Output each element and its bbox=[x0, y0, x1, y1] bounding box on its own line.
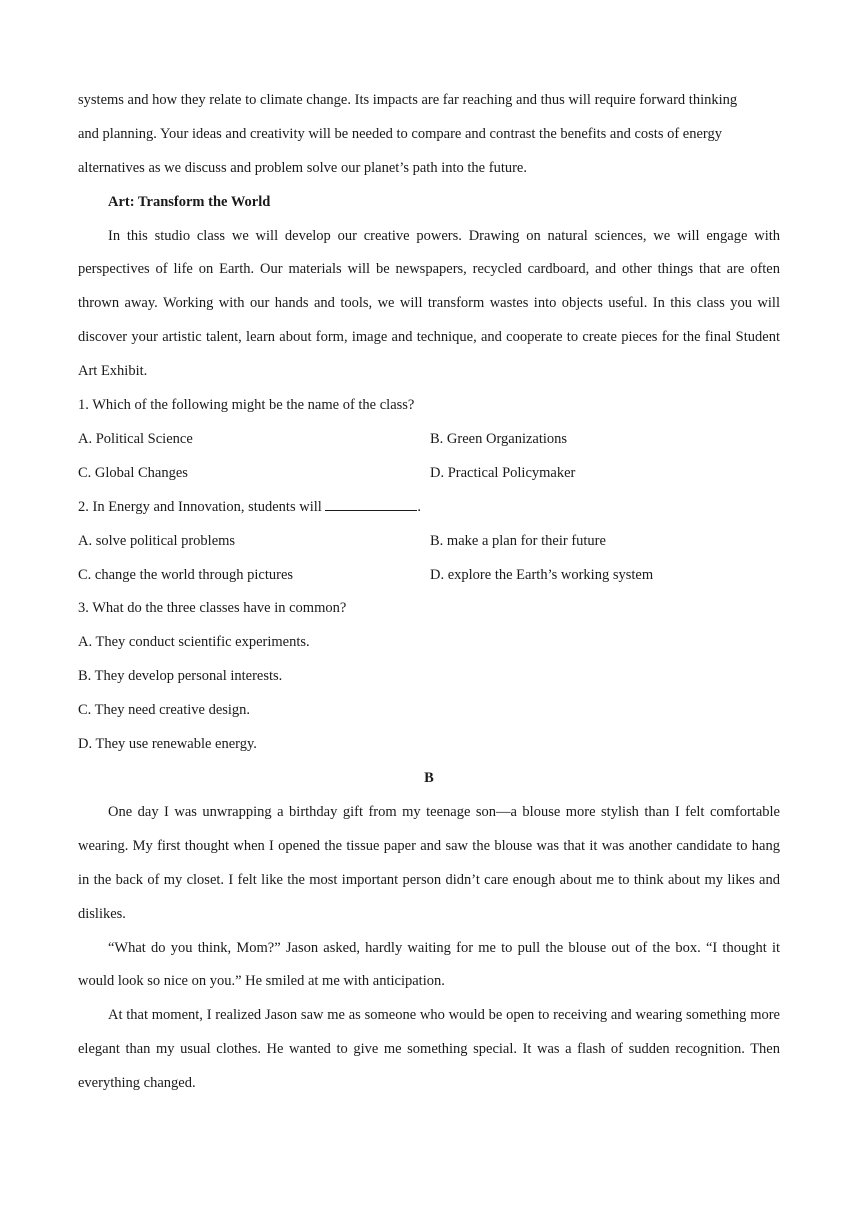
question-stem-after-blank: . bbox=[417, 498, 422, 515]
text-line: and planning. Your ideas and creativity will be needed to compare and contrast the benefits and costs of energy bbox=[78, 125, 722, 142]
text-line: systems and how they relate to climate change. Its impacts are far reaching and thus will require forward thinking bbox=[78, 92, 738, 108]
option-d: D. They use renewable energy. bbox=[78, 736, 257, 753]
option-a: A. solve political problems bbox=[78, 532, 236, 549]
question-3 bbox=[78, 592, 780, 762]
passage-b-paragraph: At that moment, I realized Jason saw me as someone who would be open to receiving and wearing something more elegant than my usual clothes. He wanted to give me something special. It was a flash of sudden recognition. Then everything changed. bbox=[78, 1007, 780, 1092]
question-stem: 3. What do the three classes have in common? bbox=[78, 600, 347, 617]
option-b: B. They develop personal interests. bbox=[78, 668, 283, 685]
question-stem bbox=[78, 491, 780, 525]
art-class-paragraph: In this studio class we will develop our creative powers. Drawing on natural sciences, we will engage with perspectives of life on Earth. Our materials will be newspapers, recycled cardboard, and other things that are often thrown away. Working with our hands and tools, we will transform wastes into objects useful. In this class you will discover your artistic talent, learn about form, image and technique, and cooperate to create pieces for the final Student Art Exhibit. bbox=[78, 227, 780, 380]
option-d: D. explore the Earth’s working system bbox=[430, 566, 654, 583]
option-a: A. They conduct scientific experiments. bbox=[78, 634, 310, 651]
question-stem: 1. Which of the following might be the name of the class? bbox=[78, 397, 415, 414]
art-class-heading: Art: Transform the World bbox=[108, 193, 271, 210]
option-c: C. change the world through pictures bbox=[78, 566, 294, 583]
text-line: alternatives as we discuss and problem solve our planet’s path into the future. bbox=[78, 159, 527, 176]
option-b: B. Green Organizations bbox=[430, 431, 568, 448]
question-stem-before-blank: 2. In Energy and Innovation, students will bbox=[78, 498, 326, 515]
option-row bbox=[78, 525, 780, 559]
option-row bbox=[78, 559, 780, 593]
passage-b-paragraph: “What do you think, Mom?” Jason asked, hardly waiting for me to pull the blouse out of the box. “I thought it would look so nice on you.” He smiled at me with anticipation. bbox=[78, 939, 780, 990]
option-row bbox=[78, 457, 780, 491]
option-row bbox=[78, 423, 780, 457]
passage-b-paragraph: One day I was unwrapping a birthday gift from my teenage son—a blouse more stylish than I felt comfortable wearing. My first thought when I opened the tissue paper and saw the blouse was that it was another candidate to hang in the back of my closet. I felt like the most important person didn’t care enough about me to think about my likes and dislikes. bbox=[78, 803, 780, 922]
question-1 bbox=[78, 389, 780, 491]
option-d: D. Practical Policymaker bbox=[430, 464, 576, 481]
passage-a-continuation bbox=[78, 84, 780, 186]
option-b: B. make a plan for their future bbox=[430, 532, 606, 549]
answer-blank bbox=[325, 496, 417, 511]
option-a: A. Political Science bbox=[78, 431, 193, 448]
passage-b-heading: B bbox=[424, 770, 434, 787]
option-c: C. They need creative design. bbox=[78, 702, 251, 719]
question-2 bbox=[78, 491, 780, 593]
document-content bbox=[78, 84, 780, 1101]
option-c: C. Global Changes bbox=[78, 464, 188, 481]
